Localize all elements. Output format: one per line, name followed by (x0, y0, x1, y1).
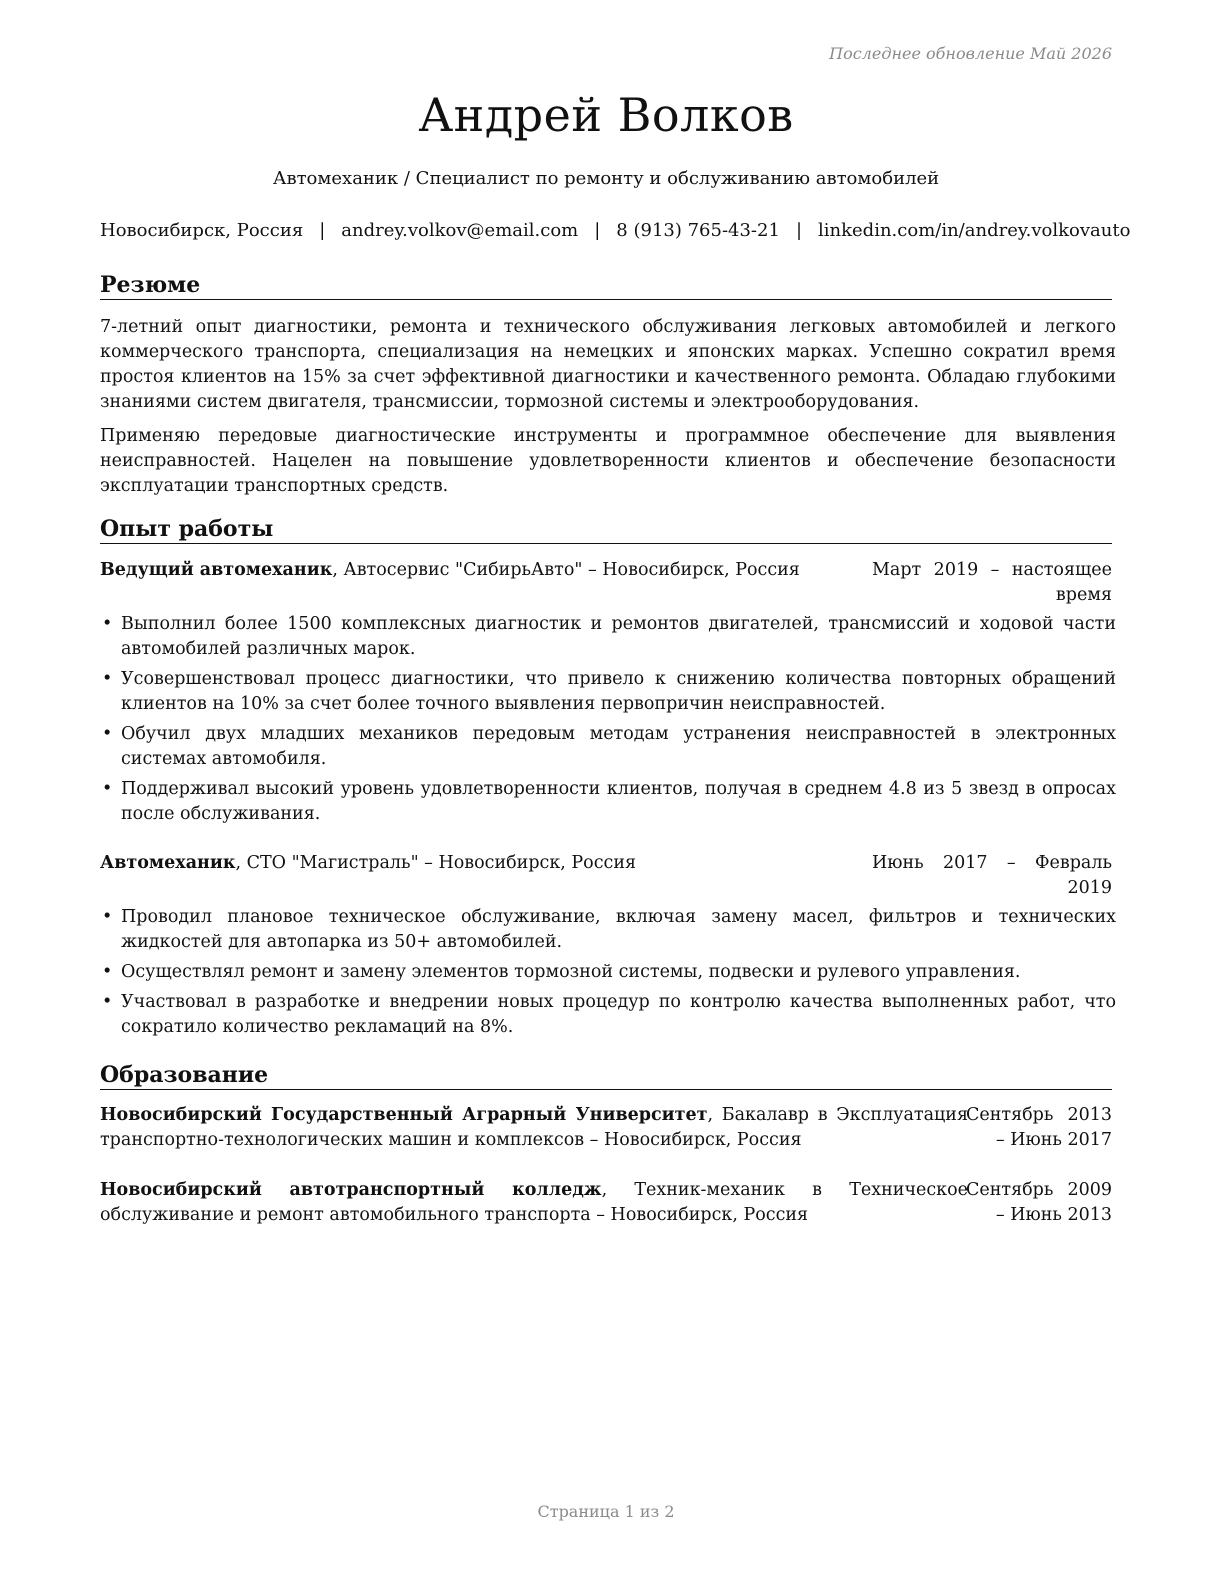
bullet-text: Поддерживал высокий уровень удовлетворенности клиентов, получая в среднем 4.8 из 5 звезд в опросах после обслуживания. (121, 779, 1116, 824)
bullet-text: Выполнил более 1500 комплексных диагностик и ремонтов двигателей, трансмиссий и ходовой части автомобилей различных марок. (121, 614, 1116, 659)
education-institution: Новосибирский Государственный Аграрный Университет (100, 1105, 708, 1125)
list-item (100, 905, 1116, 955)
contact-linkedin[interactable]: linkedin.com/in/andrey.volkovauto (818, 220, 1131, 241)
bullet-text: Участвовал в разработке и внедрении новых процедур по контролю качества выполненных работ, что сократило количество рекламаций на 8%. (121, 992, 1116, 1037)
list-item (100, 612, 1116, 662)
bullet-icon: • (102, 724, 113, 744)
contact-separator: | (795, 220, 803, 241)
list-item (100, 667, 1116, 717)
resume-page (100, 0, 1131, 1584)
list-item (100, 722, 1116, 772)
bullet-icon: • (102, 779, 113, 799)
job-position: Ведущий автомеханик (100, 560, 333, 580)
list-item (100, 960, 1116, 985)
bullet-text: Проводил плановое техническое обслуживание, включая замену масел, фильтров и технических жидкостей для автопарка из 50+ автомобилей. (121, 907, 1116, 952)
job-bullets (100, 905, 1116, 1045)
bullet-icon: • (102, 669, 113, 689)
contact-separator: | (319, 220, 326, 241)
job-company: , СТО "Магистраль" – Новосибирск, Россия (235, 853, 637, 873)
contact-location: Новосибирск, Россия (100, 220, 304, 241)
bullet-text: Осуществлял ремонт и замену элементов тормозной системы, подвески и рулевого управления. (121, 962, 1021, 982)
job-dates: Март 2019 – настоящее время (872, 560, 1112, 605)
section-title-education: Образование (100, 1062, 1112, 1090)
candidate-subtitle: Автомеханик / Специалист по ремонту и обслуживанию автомобилей (272, 168, 940, 189)
bullet-icon: • (102, 614, 113, 634)
bullet-text: Усовершенствовал процесс диагностики, что привело к снижению количества повторных обращений клиентов на 10% за счет более точного выявления первопричин неисправностей. (121, 669, 1116, 714)
education-institution: Новосибирский автотранспортный колледж (100, 1180, 602, 1200)
contact-phone[interactable]: 8 (913) 765-43-21 (616, 220, 780, 241)
education-details: , Техник-механик в Техническое обслуживание и ремонт автомобильного транспорта – Новосибирск, Россия (100, 1180, 969, 1225)
section-title-summary: Резюме (100, 272, 1112, 300)
education-title-line (100, 1103, 968, 1153)
contact-line (100, 220, 1131, 241)
bullet-icon: • (102, 992, 113, 1012)
section-title-experience: Опыт работы (100, 516, 1112, 544)
education-dates: Сентябрь 2009 – Июнь 2013 (966, 1180, 1112, 1225)
bullet-text: Обучил двух младших механиков передовым методам устранения неисправностей в электронных системах автомобиля. (121, 724, 1116, 769)
education-details: , Бакалавр в Эксплуатация транспортно-технологических машин и комплексов – Новосибирск, Россия (100, 1105, 968, 1150)
bullet-icon: • (102, 907, 113, 927)
education-title-line (100, 1178, 968, 1228)
contact-email[interactable]: andrey.volkov@email.com (341, 220, 579, 241)
job-company: , Автосервис "СибирьАвто" – Новосибирск, Россия (332, 560, 800, 580)
job-title-line (100, 851, 860, 876)
job-bullets (100, 612, 1116, 832)
contact-separator: | (594, 220, 601, 241)
page-number: Страница 1 из 2 (537, 1502, 675, 1521)
list-item (100, 990, 1116, 1040)
list-item (100, 777, 1116, 827)
summary-paragraph: 7-летний опыт диагностики, ремонта и технического обслуживания легковых автомобилей и легкого коммерческого транспорта, специализация на немецких и японских марках. Успешно сократил время простоя клиентов на 15% за счет эффективной диагностики и качественного ремонта. Обладаю глубокими знаниями систем двигателя, трансмиссии, тормозной системы и электрооборудования. (100, 317, 1116, 412)
job-position: Автомеханик (100, 853, 236, 873)
job-dates: Июнь 2017 – Февраль 2019 (872, 853, 1112, 898)
job-title-line (100, 558, 860, 583)
bullet-icon: • (102, 962, 113, 982)
education-dates: Сентябрь 2013 – Июнь 2017 (966, 1105, 1112, 1150)
last-updated: Последнее обновление Май 2026 (829, 44, 1112, 63)
candidate-name: Андрей Волков (418, 88, 794, 142)
summary-paragraph: Применяю передовые диагностические инструменты и программное обеспечение для выявления неисправностей. Нацелен на повышение удовлетворенности клиентов и обеспечение безопасности эксплуатации транспортных средств. (100, 426, 1116, 496)
